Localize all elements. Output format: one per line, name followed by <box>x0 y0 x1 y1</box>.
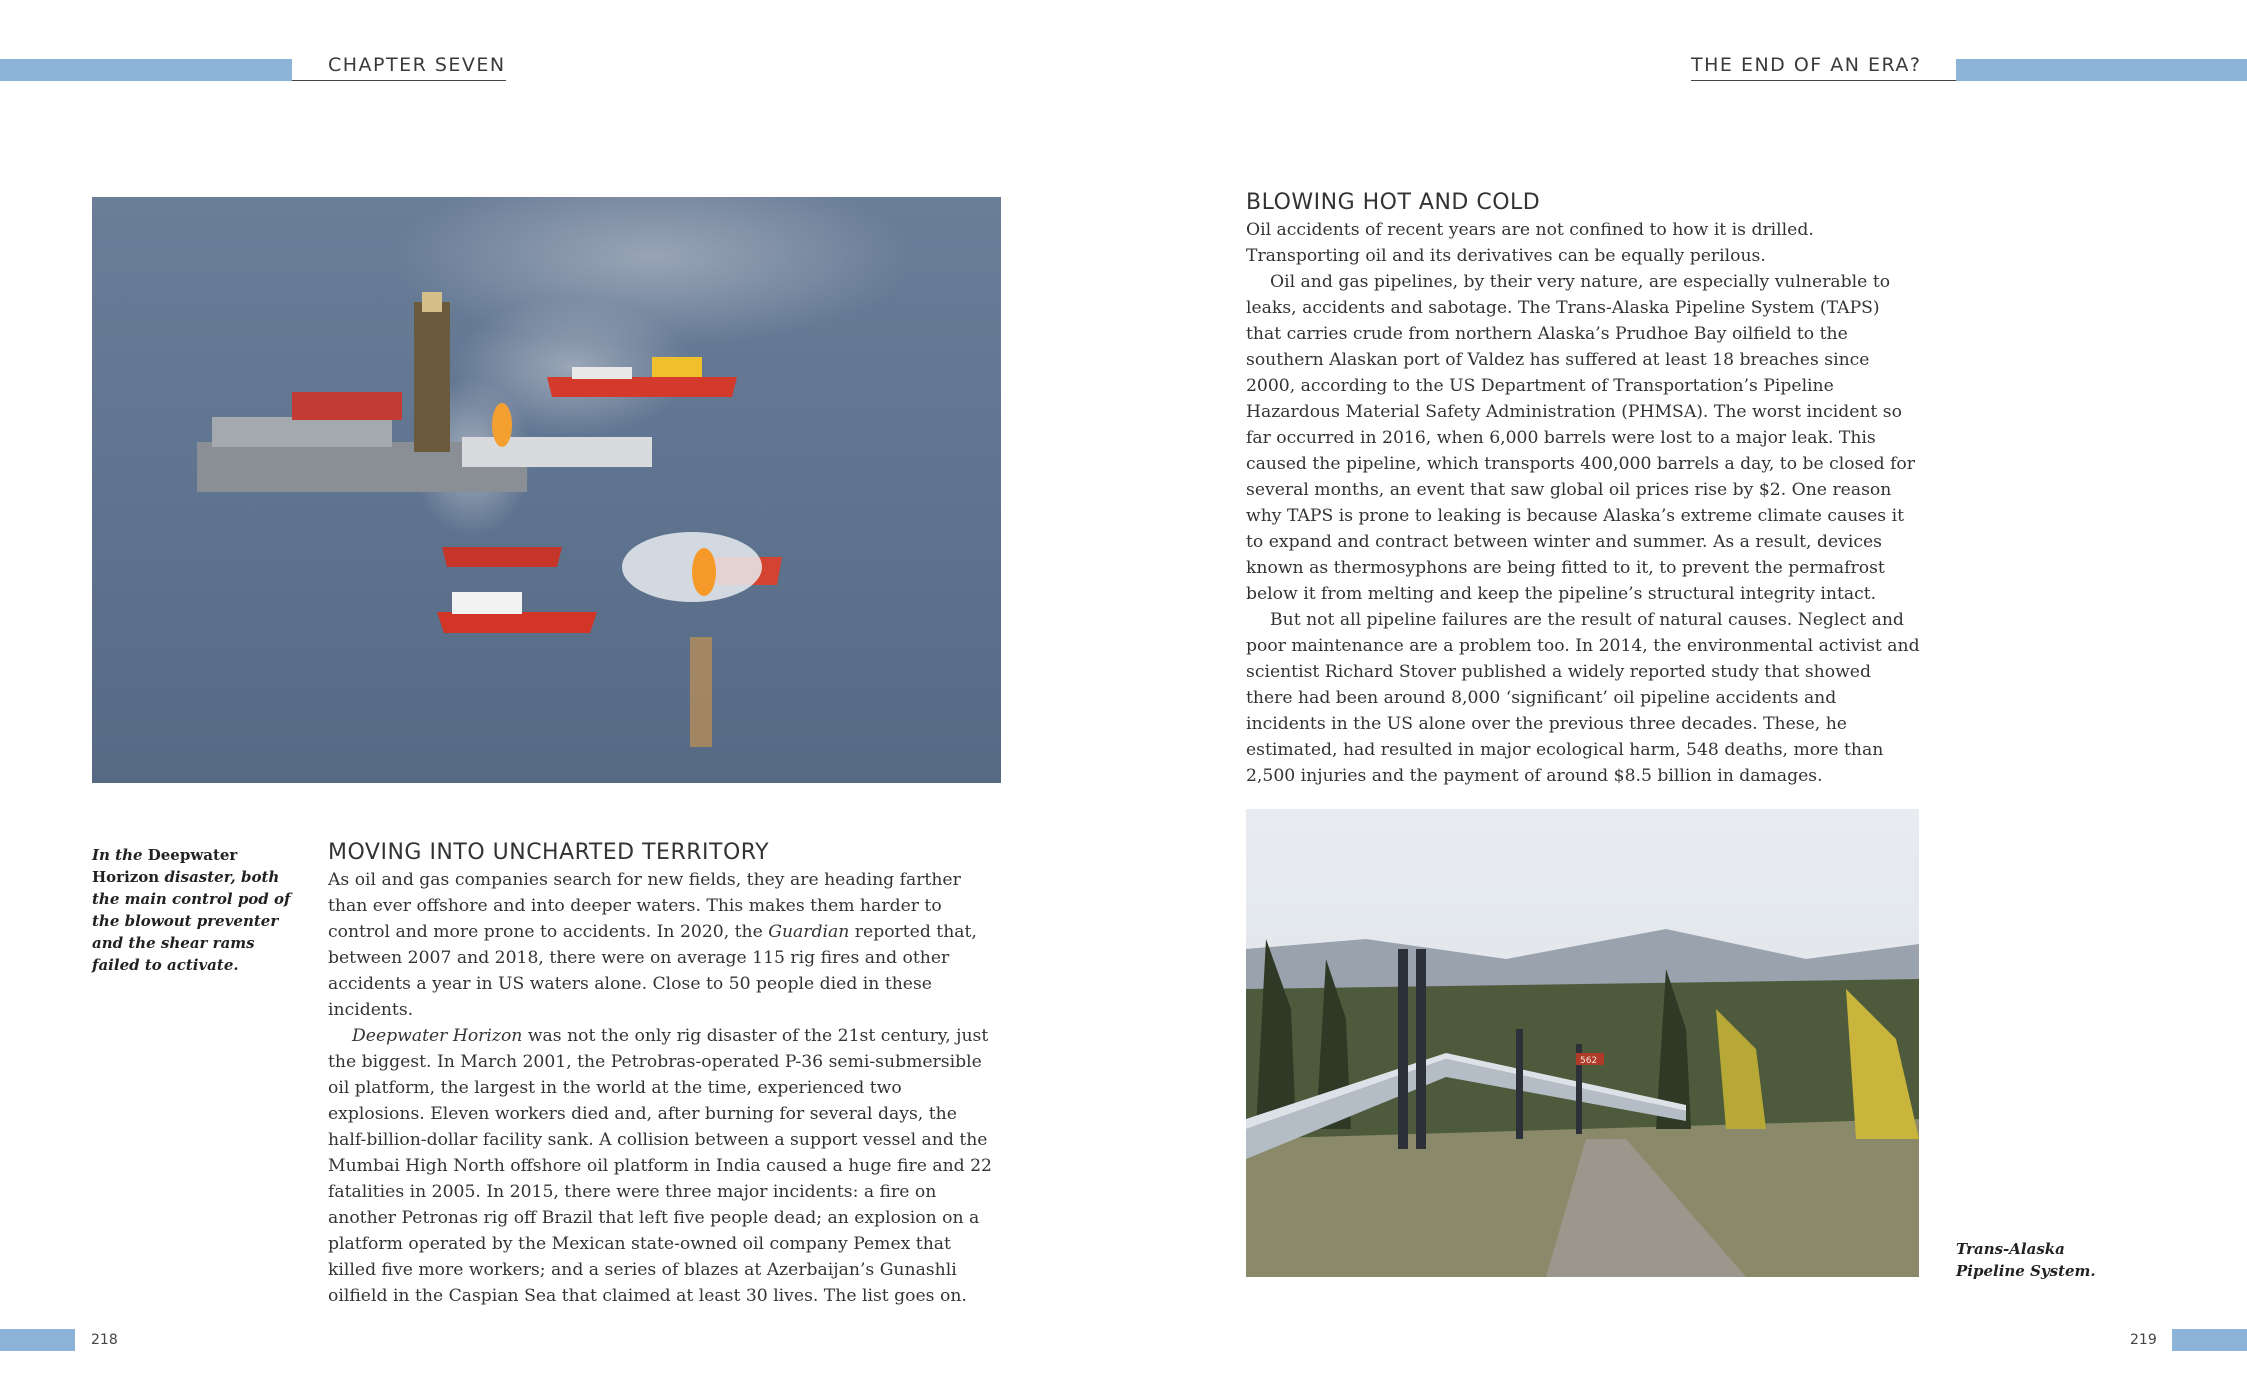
right-footer-bar <box>2172 1329 2247 1351</box>
pipeline-photo-caption: Trans-Alaska Pipeline System. <box>1956 1240 2096 1280</box>
text: As oil and gas companies search for new fields, they are heading farther than ever offshore and into deeper waters. This makes them harder to control and more prone to accidents. In 2020, the <box>328 870 961 942</box>
section-heading-uncharted: MOVING INTO UNCHARTED TERRITORY <box>328 840 770 865</box>
deepwater-photo-caption <box>92 844 292 976</box>
italic-text: Deepwater Horizon <box>352 1026 523 1046</box>
right-body-text <box>1246 217 1920 789</box>
paragraph: Oil and gas pipelines, by their very nature, are especially vulnerable to leaks, accidents and sabotage. The Trans-Alaska Pipeline System (TAPS) that carries crude from northern Alaska’s Prudhoe Bay oilfield to the southern Alaskan port of Valdez has suffered at least 18 breaches since 2000, according to the US Department of Transportation’s Pipeline Hazardous Material Safety Administration (PHMSA). The worst incident so far occurred in 2016, when 6,000 barrels were lost to a major leak. This caused the pipeline, which transports 400,000 barrels a day, to be closed for several months, an event that saw global oil prices rise by $2. One reason why TAPS is prone to leaking is because Alaska’s extreme climate causes it to expand and contract between winter and summer. As a result, devices known as thermosyphons are being fitted to it, to prevent the permafrost below it from melting and keep the pipeline’s structural integrity intact. <box>1246 272 1915 604</box>
left-running-head: CHAPTER SEVEN <box>292 54 506 81</box>
right-header-bar <box>1956 59 2247 81</box>
section-heading-blowing: BLOWING HOT AND COLD <box>1246 190 1541 215</box>
trans-alaska-pipeline-photo <box>1246 809 1919 1277</box>
paragraph: Oil accidents of recent years are not confined to how it is drilled. Transporting oil and its derivatives can be equally perilous. <box>1246 220 1814 266</box>
left-page-number: 218 <box>91 1332 118 1348</box>
paragraph: But not all pipeline failures are the result of natural causes. Neglect and poor maintenance are a problem too. In 2014, the environmental activist and scientist Richard Stover published a widely reported study that showed there had been around 8,000 ‘significant’ oil pipeline accidents and incidents in the US alone over the previous three decades. These, he estimated, had resulted in major ecological harm, 548 deaths, more than 2,500 injuries and the payment of around $8.5 billion in damages. <box>1246 610 1920 786</box>
pipeline-marker-sign: 562 <box>1580 1056 1598 1066</box>
left-header-bar <box>0 59 292 81</box>
text: reported that, between 2007 and 2018, there were on average 115 rig fires and other accidents a year in US waters alone. Close to 50 people died in these incidents. <box>328 922 977 1020</box>
right-running-head: THE END OF AN ERA? <box>1691 54 1956 81</box>
caption-ship-name: Deepwater Horizon <box>92 846 238 886</box>
right-page-number: 219 <box>2130 1332 2157 1348</box>
caption-text: disaster, both the main control pod of the blowout preventer and the shear rams failed to activate. <box>92 868 291 974</box>
paragraph <box>328 1023 998 1309</box>
left-footer-bar <box>0 1329 75 1351</box>
paragraph <box>328 867 998 1023</box>
left-body-text <box>328 867 998 1309</box>
deepwater-horizon-photo <box>92 197 1001 783</box>
italic-text: Guardian <box>768 922 850 942</box>
caption-text: In the <box>92 846 148 864</box>
text: was not the only rig disaster of the 21st century, just the biggest. In March 2001, the Petrobras-operated P-36 semi-submersible oil platform, the largest in the world at the time, experienced two explosions. Eleven workers died and, after burning for several days, the half-billion-dollar facility sank. A collision between a support vessel and the Mumbai High North offshore oil platform in India caused a huge fire and 22 fatalities in 2005. In 2015, there were three major incidents: a fire on another Petronas rig off Brazil that left five people dead; an explosion on a platform operated by the Mexican state-owned oil company Pemex that killed five more workers; and a series of blazes at Azerbaijan’s Gunashli oilfield in the Caspian Sea that claimed at least 30 lives. The list goes on. <box>328 1026 992 1306</box>
